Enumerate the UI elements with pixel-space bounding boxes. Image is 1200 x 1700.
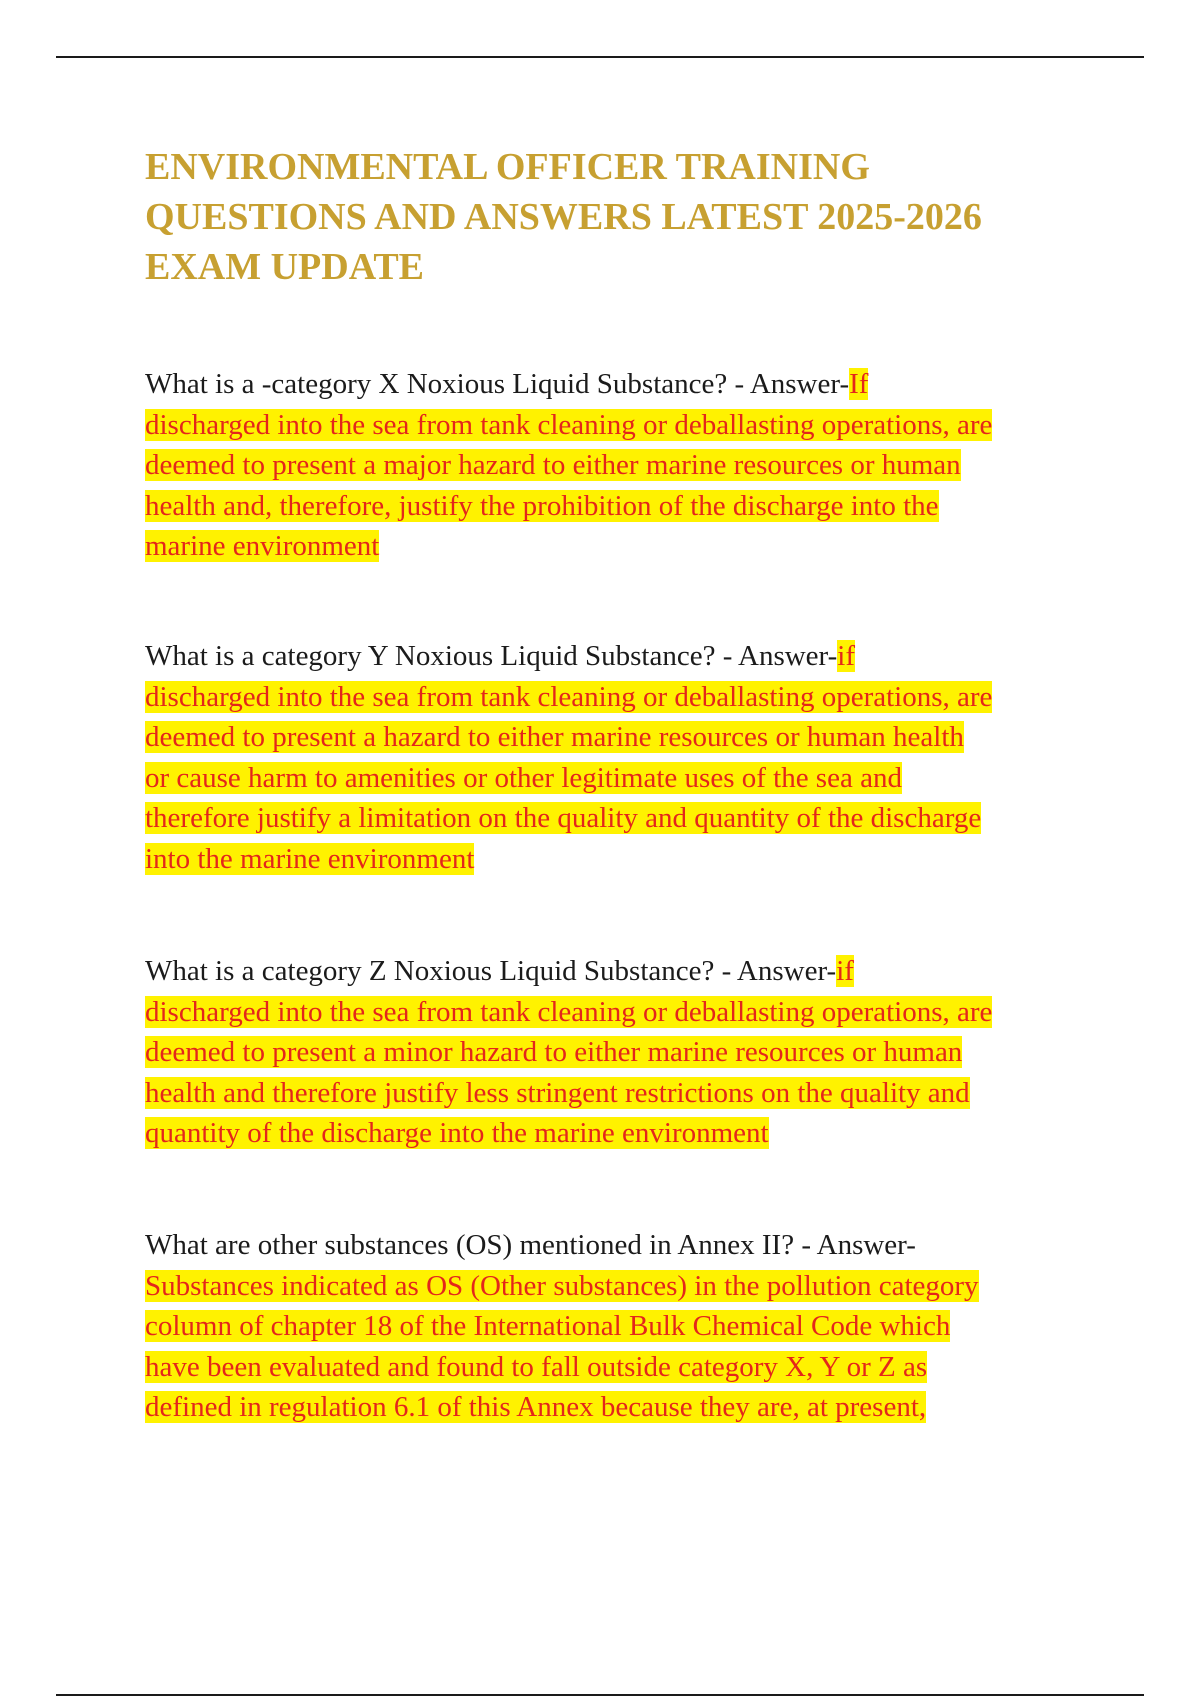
footer-rule xyxy=(56,1694,1144,1696)
header-rule xyxy=(56,56,1144,58)
answer-text: if discharged into the sea from tank cleaning or deballasting operations, are deemed to present a minor hazard to either marine resources or human health and therefore justify less stringent restrictions on the quality and quantity of the discharge into the marine environment xyxy=(145,955,993,1149)
question-text: What are other substances (OS) mentioned in Annex II? - Answer- xyxy=(145,1229,916,1261)
qa-item xyxy=(145,951,1090,1154)
question-text: What is a -category X Noxious Liquid Substance? - Answer- xyxy=(145,368,850,400)
answer-text: Substances indicated as OS (Other substances) in the pollution category column of chapter 18 of the International Bulk Chemical Code which have been evaluated and found to fall outside category X, Y or Z as defined in regulation 6.1 of this Annex because they are, at present, xyxy=(145,1269,979,1423)
qa-item xyxy=(145,1225,1090,1428)
qa-item xyxy=(145,636,1090,879)
answer-text: if discharged into the sea from tank cleaning or deballasting operations, are deemed to present a hazard to either marine resources or human health or cause harm to amenities or other legitimate uses of the sea and therefore justify a limitation on the quality and quantity of the discharge into the marine environment xyxy=(145,640,993,875)
question-text: What is a category Z Noxious Liquid Substance? - Answer- xyxy=(145,955,837,987)
qa-item xyxy=(145,364,1090,567)
question-text: What is a category Y Noxious Liquid Substance? - Answer- xyxy=(145,640,838,672)
document-title: ENVIRONMENTAL OFFICER TRAINING QUESTIONS AND ANSWERS LATEST 2025-2026 EXAM UPDATE xyxy=(145,146,982,288)
answer-text: If discharged into the sea from tank cleaning or deballasting operations, are deemed to present a major hazard to either marine resources or human health and, therefore, justify the prohibition of the discharge into the marine environment xyxy=(145,368,993,562)
